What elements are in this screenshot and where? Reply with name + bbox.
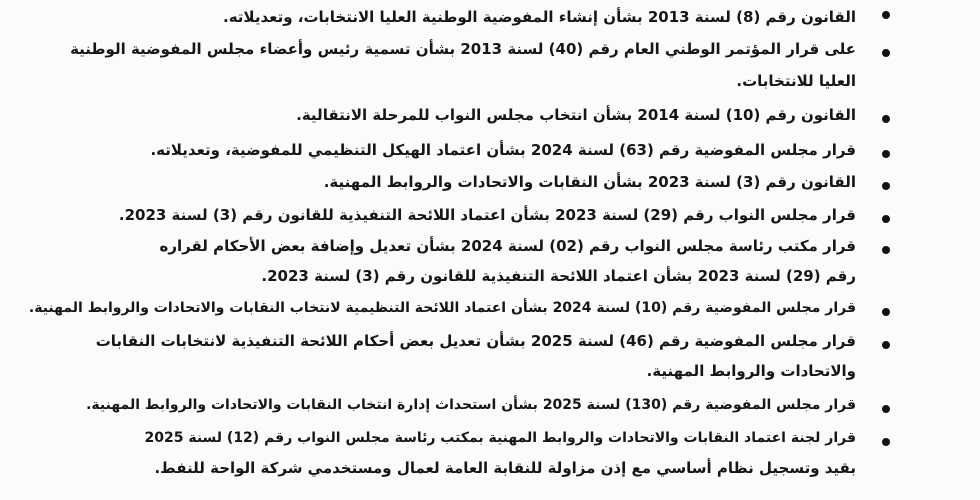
list-item-text: قرار مجلس المفوضية رقم (130) لسنة 2025 بشأن استحداث إدارة انتخاب النقابات والاتحادات والروابط المهنية. [86,397,856,413]
list-item-text: القانون رقم (10) لسنة 2014 بشأن انتخاب مجلس النواب للمرحلة الانتقالية. [296,106,856,124]
list-item [0,229,980,291]
bullet-icon [882,438,890,446]
list-item [0,421,980,483]
list-item [0,98,980,134]
bullet-icon [882,49,890,57]
list-item [0,324,980,386]
list-item [0,32,980,90]
list-item-partial [0,487,980,500]
bullet-icon [882,341,890,349]
list-item-text: على قرار المؤتمر الوطني العام رقم (40) لسنة 2013 بشأن تسمية رئيس وأعضاء مجلس المفوضية الوطنية [70,40,856,58]
bullet-icon [882,182,890,190]
list-item [0,388,980,424]
bullet-icon [882,308,890,316]
bullet-icon [882,215,890,223]
list-item-text: قرار مجلس النواب رقم (29) لسنة 2023 بشأن اعتماد اللائحة التنفيذية للقانون رقم (3) لسنة 2023. [118,206,856,224]
bullet-icon [882,115,890,123]
list-item-text: قرار لجنة اعتماد النقابات والاتحادات والروابط المهنية بمكتب رئاسة مجلس النواب رقم (12) لسنة 2025 [144,430,856,446]
list-item-text: قرار مكتب رئاسة مجلس النواب رقم (02) لسنة 2024 بشأن تعديل وإضافة بعض الأحكام لقراره [159,237,856,255]
bullet-icon [882,11,890,19]
list-item-text: والاتحادات والروابط المهنية. [646,362,856,380]
bullet-icon [882,405,890,413]
list-item-text: القانون رقم (3) لسنة 2023 بشأن النقابات والاتحادات والروابط المهنية. [323,173,856,191]
list-item-text: القانون رقم (8) لسنة 2013 بشأن إنشاء المفوضية الوطنية العليا الانتخابات، وتعديلاته. [223,8,856,26]
list-item [0,165,980,201]
list-item-text: قرار مجلس المفوضية رقم (46) لسنة 2025 بشأن تعديل بعض أحكام اللائحة التنفيذية لانتخابات النقابات [95,332,856,350]
list-item [0,0,980,30]
list-item-text: قرار مجلس المفوضية رقم (10) لسنة 2024 بشأن اعتماد اللائحة التنظيمية لانتخاب النقابات والاتحادات والروابط المهنية. [28,300,856,316]
list-item-text: رقم (29) لسنة 2023 بشأن اعتماد اللائحة التنفيذية للقانون رقم (3) لسنة 2023. [261,267,856,285]
list-item [0,291,980,327]
list-item-text: العليا للانتخابات. [736,72,856,90]
list-item [0,133,980,169]
list-item-text: بقيد وتسجيل نظام أساسي مع إذن مزاولة للنقابة العامة لعمال ومستخدمي شركة الواحة للنفط. [154,459,856,477]
bullet-icon [882,246,890,254]
list-item-text: قرار مجلس المفوضية رقم (63) لسنة 2024 بشأن اعتماد الهيكل التنظيمي للمفوضية، وتعديلاته. [150,141,856,159]
bullet-icon [882,150,890,158]
